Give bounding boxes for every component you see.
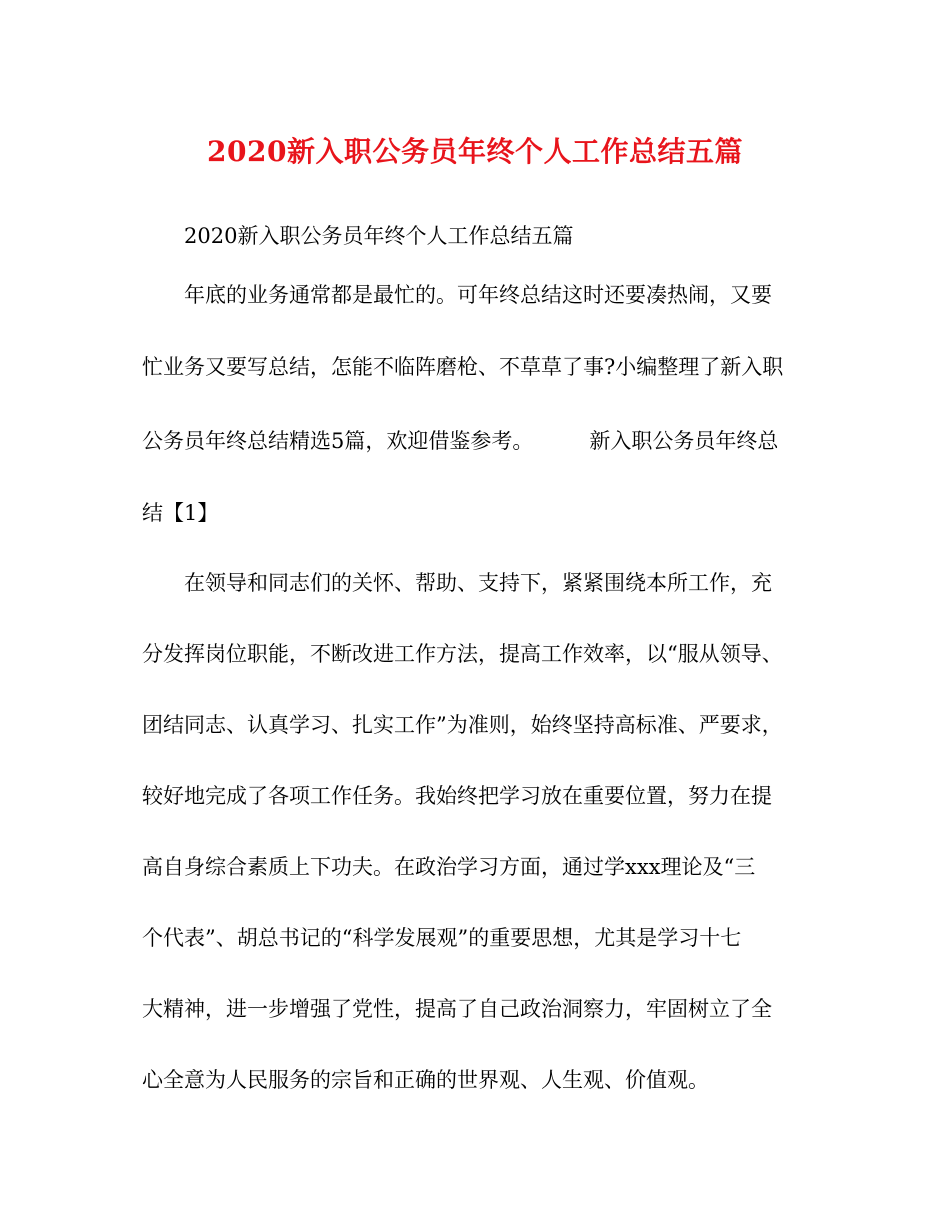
paragraph-line: 心全意为人民服务的宗旨和正确的世界观、人生观、价值观。 — [142, 1068, 709, 1092]
subtitle-line: 2020新入职公务员年终个人工作总结五篇 — [184, 224, 574, 248]
paragraph-line: 个代表”、胡总书记的“科学发展观”的重要思想，尤其是学习十七 — [142, 926, 742, 950]
paragraph-line — [142, 424, 778, 458]
paragraph-line: 在领导和同志们的关怀、帮助、支持下，紧紧围绕本所工作，充 — [184, 571, 772, 595]
paragraph-line: 年底的业务通常都是最忙的。可年终总结这时还要凑热闹，又要 — [184, 283, 772, 307]
paragraph-line: 团结同志、认真学习、扎实工作”为准则，始终坚持高标准、严要求， — [142, 713, 783, 737]
section-heading-line: 结【1】 — [142, 501, 219, 525]
document-title: 2020新入职公务员年终个人工作总结五篇 — [207, 135, 743, 168]
section-heading: 新入职公务员年终总 — [589, 429, 779, 453]
paragraph-text: 公务员年终总结精选5篇，欢迎借鉴参考。 — [142, 429, 534, 453]
paragraph-line: 较好地完成了各项工作任务。我始终把学习放在重要位置，努力在提 — [142, 784, 772, 808]
paragraph-line: 分发挥岗位职能，不断改进工作方法，提高工作效率，以“服从领导、 — [142, 642, 783, 666]
paragraph-line: 忙业务又要写总结，怎能不临阵磨枪、不草草了事?小编整理了新入职 — [142, 355, 784, 379]
paragraph-line: 大精神，进一步增强了党性，提高了自己政治洞察力，牢固树立了全 — [142, 997, 772, 1021]
paragraph-line: 高自身综合素质上下功夫。在政治学习方面，通过学xxx理论及“三 — [142, 855, 756, 879]
